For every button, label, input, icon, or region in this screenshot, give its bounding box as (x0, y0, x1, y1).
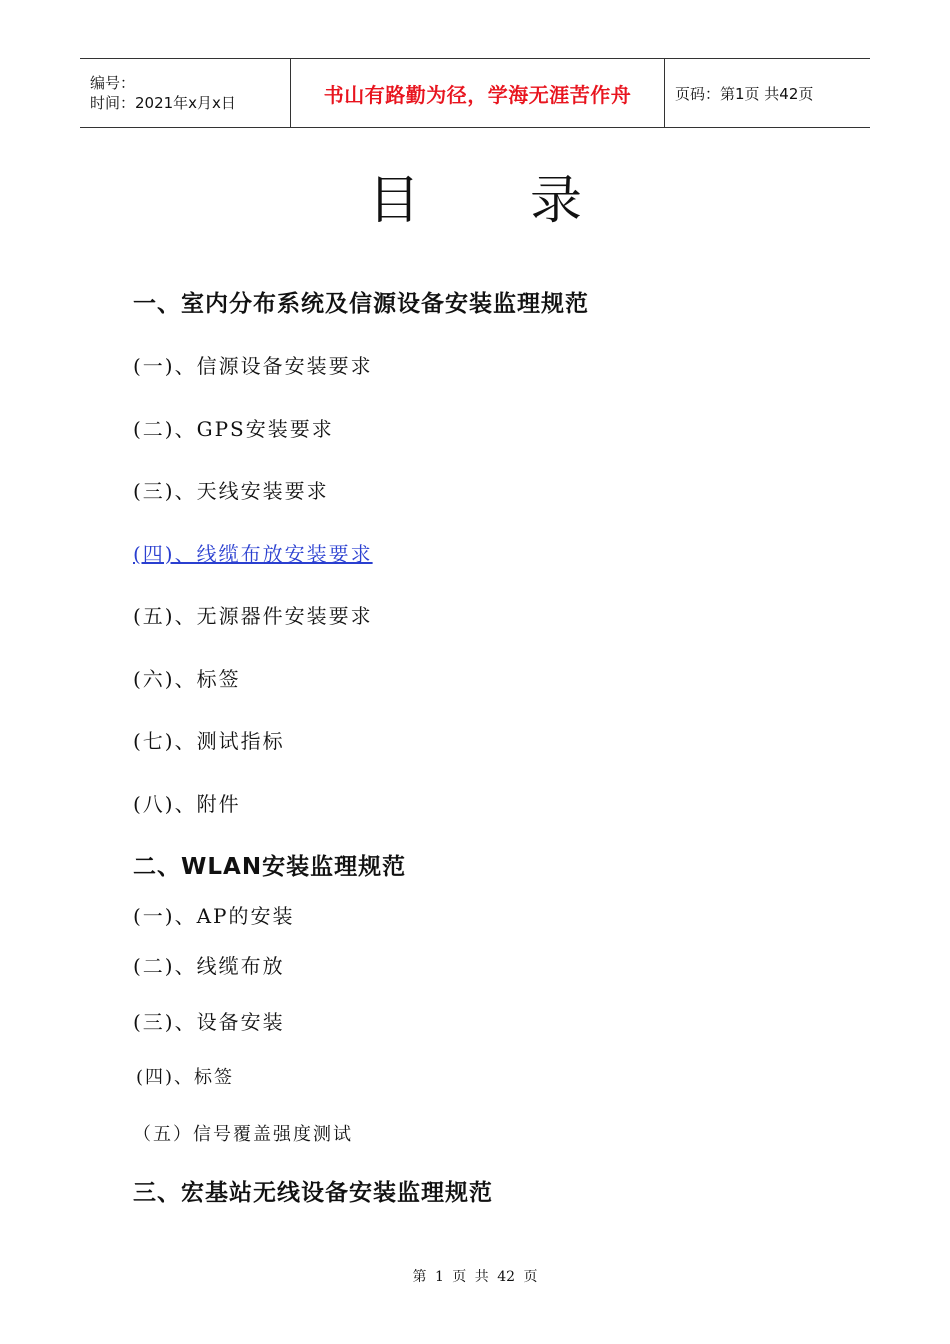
page-header (80, 58, 870, 128)
toc-item[interactable]: (一)、AP的安装 (133, 904, 295, 928)
number-label: 编号： (90, 74, 136, 92)
toc-item[interactable]: (八)、附件 (133, 792, 241, 816)
header-page-info: 页码：第1页 共42页 (675, 84, 814, 103)
time-label: 时间：2021年x月x日 (90, 94, 236, 112)
toc-item[interactable]: (三)、天线安装要求 (133, 479, 329, 503)
toc-item[interactable]: （五）信号覆盖强度测试 (133, 1124, 353, 1145)
header-meta (80, 59, 291, 127)
toc-item[interactable]: (七)、测试指标 (133, 729, 285, 753)
toc-item[interactable]: (二)、线缆布放 (133, 954, 285, 978)
toc-item-link[interactable]: (四)、线缆布放安装要求 (133, 542, 373, 566)
toc-item[interactable]: (四)、标签 (136, 1067, 235, 1088)
toc-item[interactable]: (一)、信源设备安装要求 (133, 354, 373, 378)
toc-item[interactable]: (三)、设备安装 (133, 1010, 285, 1034)
toc-section-2[interactable]: 二、WLAN安装监理规范 (133, 854, 407, 880)
toc-section-1[interactable]: 一、室内分布系统及信源设备安装监理规范 (133, 291, 589, 317)
toc-item[interactable]: (六)、标签 (133, 667, 241, 691)
toc-item[interactable]: (二)、GPS安装要求 (133, 417, 334, 441)
page-footer: 第 1 页 共 42 页 (412, 1269, 538, 1285)
toc-section-3[interactable]: 三、宏基站无线设备安装监理规范 (133, 1180, 493, 1206)
toc-title: 目录 (367, 171, 692, 231)
header-motto: 书山有路勤为径，学海无涯苦作舟 (291, 59, 665, 127)
toc-item[interactable]: (五)、无源器件安装要求 (133, 604, 373, 628)
